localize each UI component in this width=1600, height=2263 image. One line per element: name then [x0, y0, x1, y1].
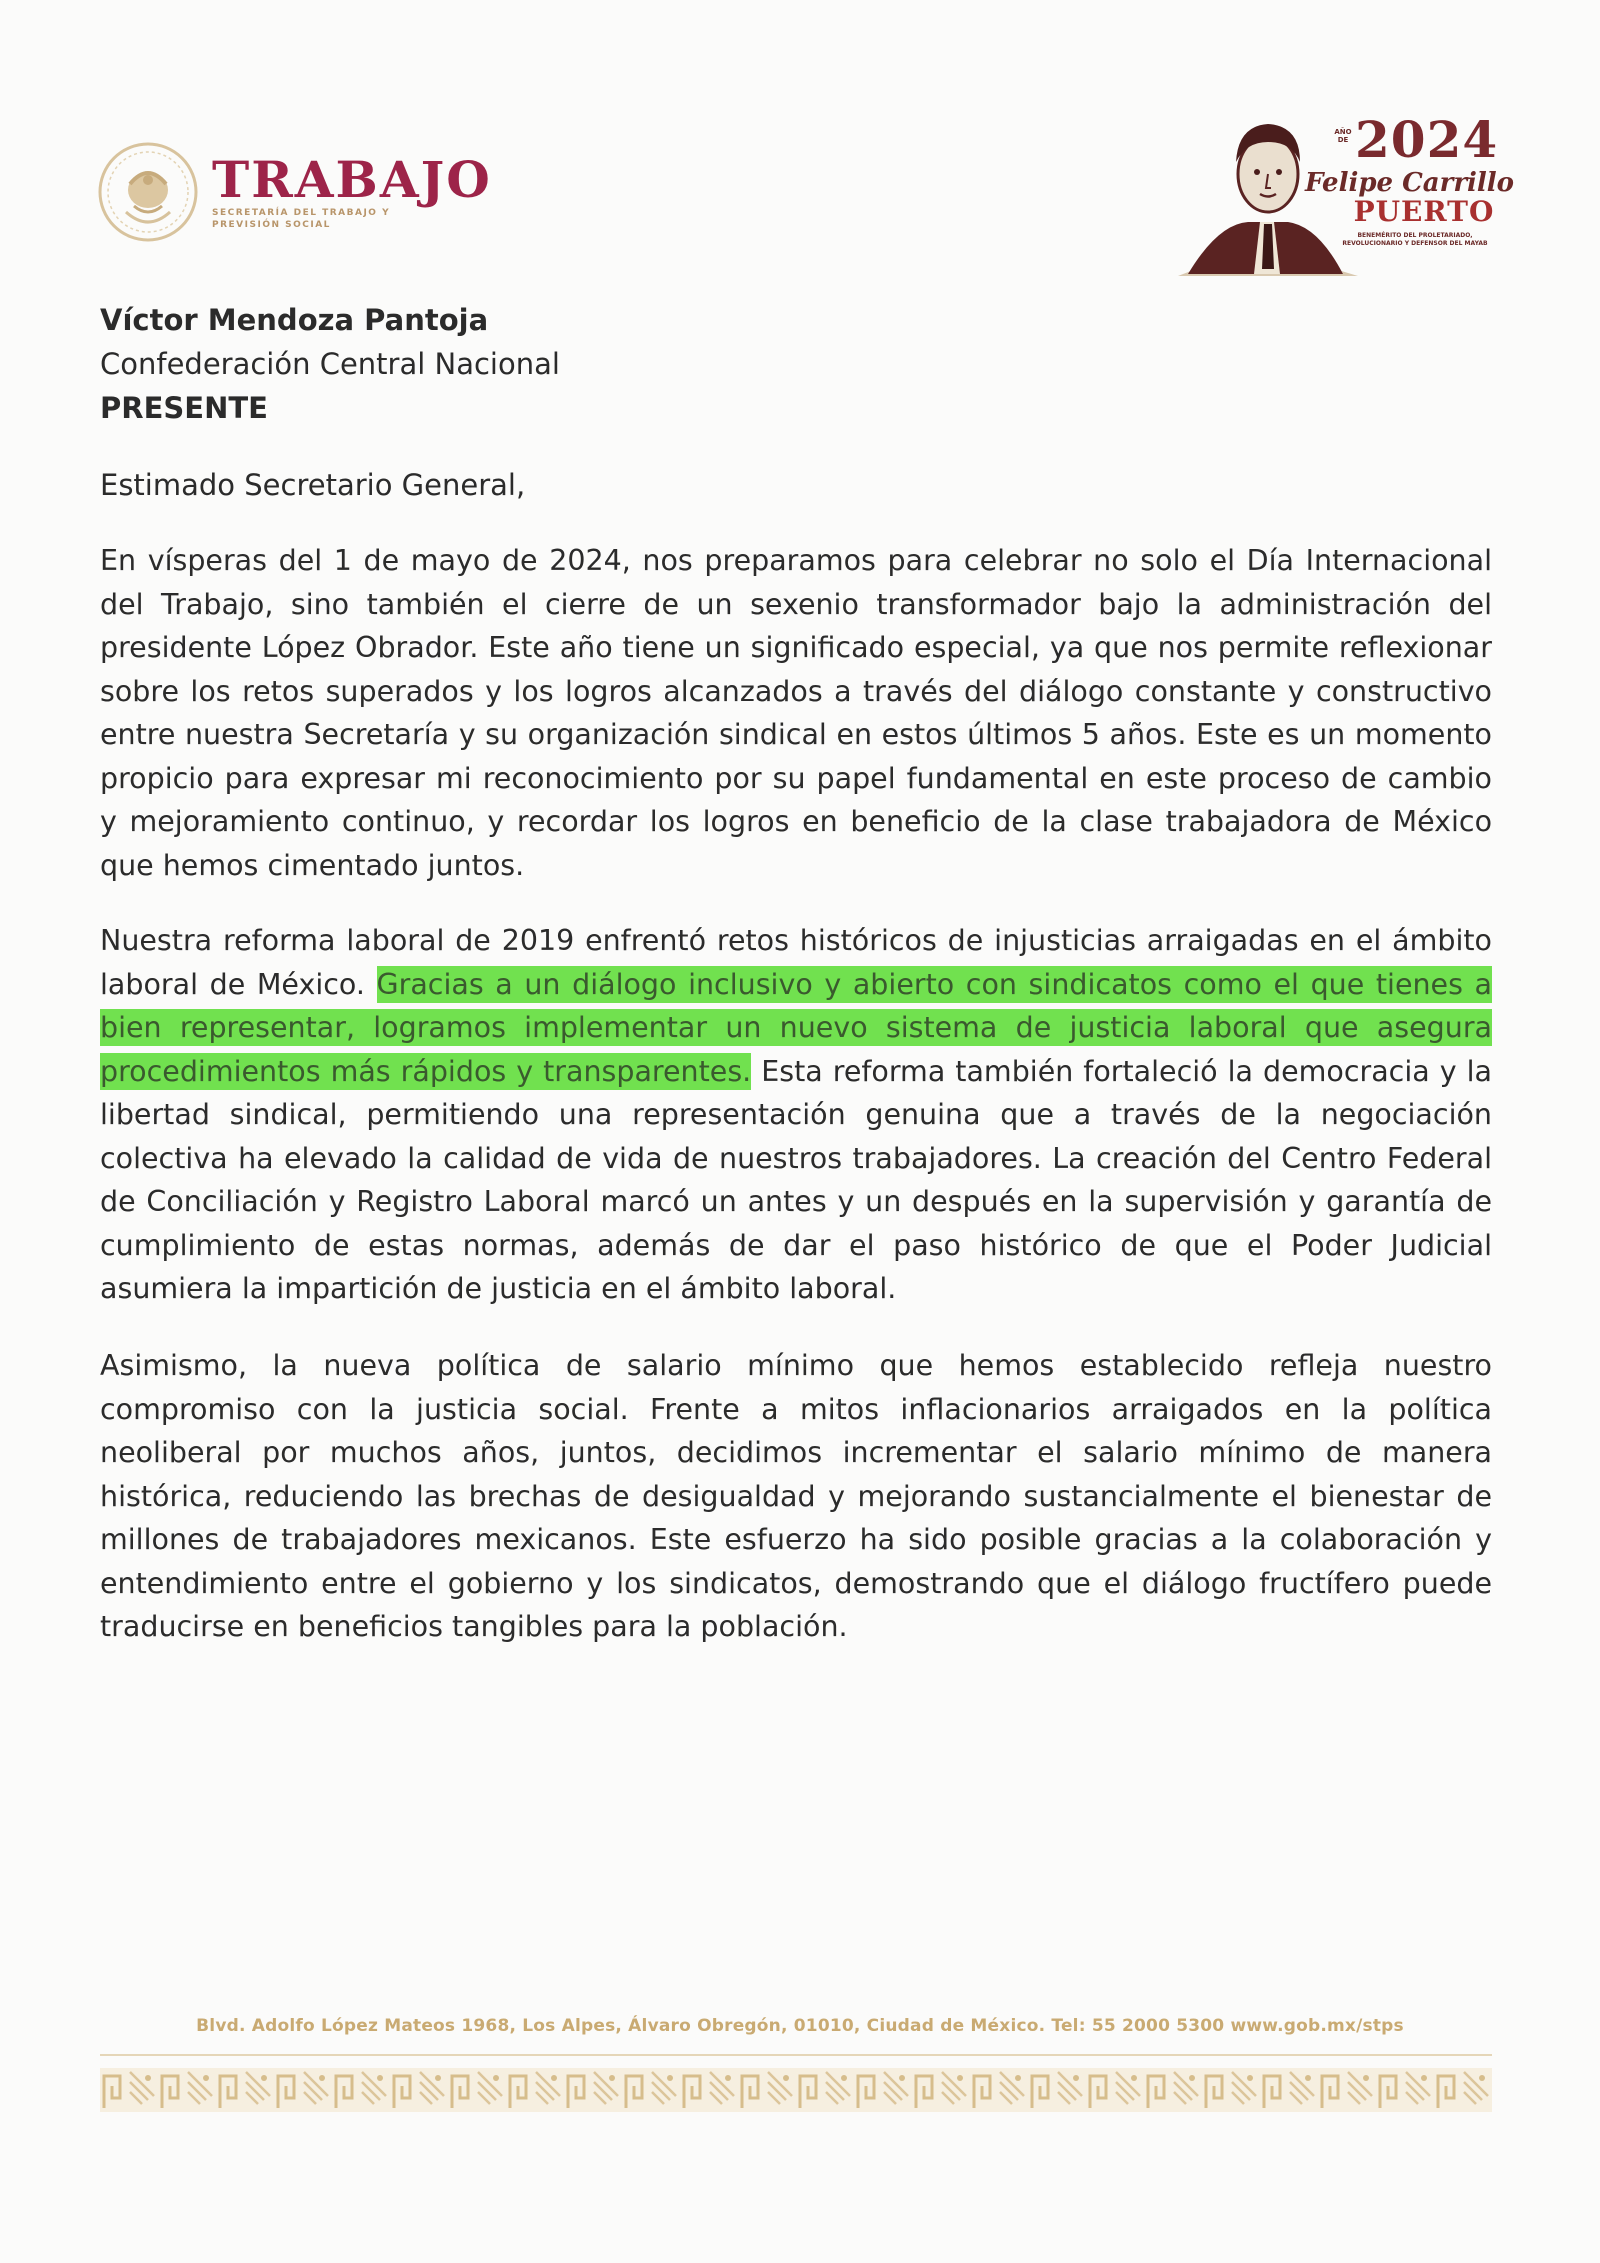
paragraph-1: En vísperas del 1 de mayo de 2024, nos preparamos para celebrar no solo el Día Internacional del Trabajo, sino también el cierre de un sexenio transformador bajo la administración del presidente López Obrador. Este año tiene un significado especial, ya que nos permite reflexionar sobre los retos superados y los logros alcanzados a través del diálogo constante y constructivo entre nuestra Secretaría y su organización sindical en estos últimos 5 años. Este es un momento propicio para expresar mi reconocimiento por su papel fundamental en este proceso de cambio y mejoramiento continuo, y recordar los logros en beneficio de la clase trabajadora de México que hemos cimentado juntos.	[100, 544, 1492, 882]
mexico-coat-of-arms-icon	[96, 140, 200, 244]
honoree-first-name: Felipe Carrillo	[1304, 168, 1514, 198]
addressee-name: Víctor Mendoza Pantoja	[100, 303, 489, 337]
addressee-block	[100, 298, 560, 430]
anio-label: AÑO DE	[1334, 128, 1352, 144]
logo-subtitle: SECRETARÍA DEL TRABAJO Y PREVISIÓN SOCIAL	[212, 208, 391, 230]
paragraph-2-rest: Esta reforma también fortaleció la democracia y la libertad sindical, permitiendo una representación genuina que a través de la negociación colectiva ha elevado la calidad de vida de nuestros trabajadores. La creación del Centro Federal de Conciliación y Registro Laboral marcó un antes y un después en la supervisión y garantía de cumplimiento de estas normas, además de dar el paso histórico de que el Poder Judicial asumiera la impartición de justicia en el ámbito laboral.	[100, 1054, 1492, 1305]
footer-address: Blvd. Adolfo López Mateos 1968, Los Alpes, Álvaro Obregón, 01010, Ciudad de México. Tel: 55 2000 5300 www.gob.mx/stps	[196, 2016, 1404, 2036]
anniversary-logo	[1168, 104, 1514, 284]
highlighted-text: Gracias a un diálogo inclusivo y abierto con sindicatos como el que tienes a bien representar, logramos implementar un nuevo sistema de justicia laboral que asegura procedimientos más rápidos y transparentes.	[100, 967, 1493, 1088]
salutation: Estimado Secretario General,	[100, 468, 526, 502]
addressee-presente: PRESENTE	[100, 391, 268, 425]
stps-logo	[96, 140, 492, 244]
paragraph-2	[100, 919, 1492, 1311]
paragraph-3: Asimismo, la nueva política de salario mínimo que hemos establecido refleja nuestro compromiso con la justicia social. Frente a mitos inflacionarios arraigados en la política neoliberal por muchos años, juntos, decidimos incrementar el salario mínimo de manera histórica, reduciendo las brechas de desigualdad y mejorando sustancialmente el bienestar de millones de trabajadores mexicanos. Este esfuerzo ha sido posible gracias a la colaboración y entendimiento entre el gobierno y los sindicatos, demostrando que el diálogo fructífero puede traducirse en beneficios tangibles para la población.	[100, 1349, 1492, 1643]
logo-title: TRABAJO	[212, 150, 492, 209]
honoree-last-name: PUERTO	[1353, 195, 1495, 228]
greca-pattern-icon	[100, 2068, 1492, 2112]
year-label: 2024	[1355, 110, 1499, 169]
addressee-organization: Confederación Central Nacional	[100, 347, 560, 381]
footer-divider	[100, 2054, 1492, 2056]
paragraph-2-intro: Nuestra reforma laboral de 2019 enfrentó retos históricos de injusticias arraigadas en el ámbito laboral de México.	[100, 924, 1492, 1001]
honoree-caption: BENEMÉRITO DEL PROLETARIADO, REVOLUCIONARIO Y DEFENSOR DEL MAYAB	[1342, 232, 1488, 247]
